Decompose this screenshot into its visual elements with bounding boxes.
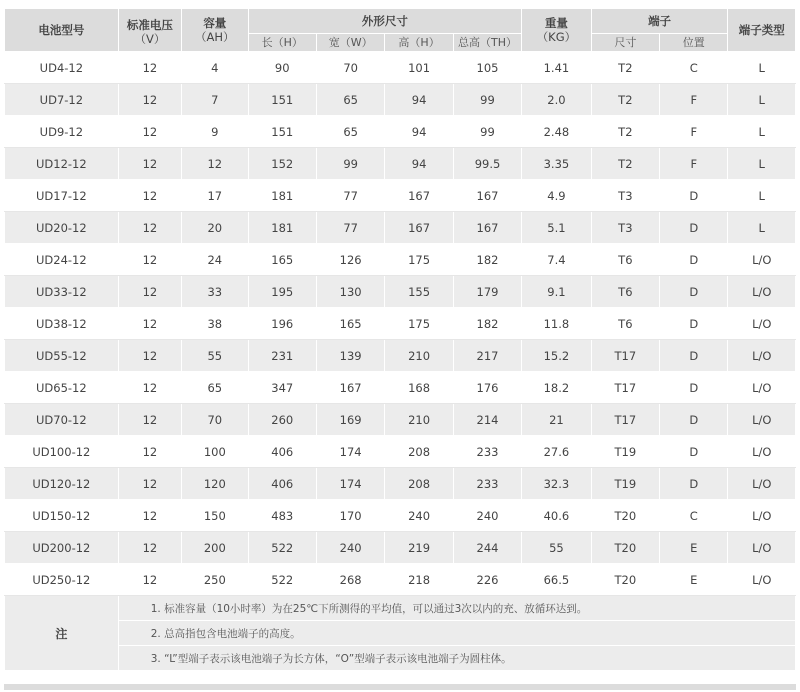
table-row	[5, 532, 796, 564]
cell-terminal-type: L/O	[728, 340, 796, 372]
table-row	[5, 180, 796, 212]
cell-width: 268	[316, 564, 384, 596]
cell-weight: 27.6	[522, 436, 591, 468]
cell-weight: 32.3	[522, 468, 591, 500]
header-terminal: 端子	[591, 9, 728, 34]
header-terminal-size: 尺寸	[591, 34, 659, 52]
cell-width: 70	[316, 52, 384, 84]
cell-total-height: 99	[453, 84, 521, 116]
cell-height: 240	[385, 500, 453, 532]
table-body	[5, 52, 796, 596]
cell-weight: 7.4	[522, 244, 591, 276]
cell-capacity: 17	[182, 180, 248, 212]
cell-height: 167	[385, 212, 453, 244]
header-height: 高（H）	[385, 34, 453, 52]
cell-terminal-size: T2	[591, 84, 659, 116]
cell-terminal-position: C	[660, 500, 728, 532]
cell-total-height: 176	[453, 372, 521, 404]
cell-voltage: 12	[118, 212, 181, 244]
cell-total-height: 233	[453, 436, 521, 468]
cell-terminal-position: F	[660, 84, 728, 116]
note-item: 3. “L”型端子表示该电池端子为长方体，“O”型端子表示该电池端子为圆柱体。	[118, 646, 795, 671]
cell-height: 175	[385, 308, 453, 340]
cell-length: 165	[248, 244, 316, 276]
cell-terminal-position: F	[660, 116, 728, 148]
cell-height: 208	[385, 436, 453, 468]
cell-total-height: 167	[453, 212, 521, 244]
cell-width: 77	[316, 180, 384, 212]
cell-width: 77	[316, 212, 384, 244]
notes-label: 注	[5, 596, 119, 671]
header-capacity	[182, 9, 248, 52]
cell-terminal-size: T3	[591, 180, 659, 212]
cell-voltage: 12	[118, 244, 181, 276]
cell-height: 168	[385, 372, 453, 404]
cell-terminal-size: T2	[591, 148, 659, 180]
cell-terminal-size: T2	[591, 116, 659, 148]
cell-terminal-position: C	[660, 52, 728, 84]
cell-model: UD65-12	[5, 372, 119, 404]
cell-total-height: 105	[453, 52, 521, 84]
cell-terminal-type: L/O	[728, 244, 796, 276]
cell-height: 94	[385, 148, 453, 180]
cell-terminal-position: D	[660, 340, 728, 372]
cell-capacity: 200	[182, 532, 248, 564]
cell-voltage: 12	[118, 308, 181, 340]
cell-height: 219	[385, 532, 453, 564]
cell-length: 522	[248, 564, 316, 596]
cell-weight: 40.6	[522, 500, 591, 532]
cell-capacity: 12	[182, 148, 248, 180]
cell-voltage: 12	[118, 84, 181, 116]
header-terminal-position: 位置	[660, 34, 728, 52]
table-row	[5, 148, 796, 180]
cell-width: 169	[316, 404, 384, 436]
cell-weight: 2.0	[522, 84, 591, 116]
cell-terminal-type: L	[728, 148, 796, 180]
cell-height: 94	[385, 84, 453, 116]
cell-total-height: 167	[453, 180, 521, 212]
cell-weight: 4.9	[522, 180, 591, 212]
cell-width: 174	[316, 468, 384, 500]
cell-model: UD33-12	[5, 276, 119, 308]
cell-model: UD9-12	[5, 116, 119, 148]
cell-terminal-position: E	[660, 564, 728, 596]
cell-model: UD250-12	[5, 564, 119, 596]
table-row	[5, 308, 796, 340]
cell-terminal-position: E	[660, 532, 728, 564]
cell-model: UD70-12	[5, 404, 119, 436]
cell-terminal-type: L/O	[728, 276, 796, 308]
cell-model: UD4-12	[5, 52, 119, 84]
cell-model: UD17-12	[5, 180, 119, 212]
cell-total-height: 182	[453, 244, 521, 276]
cell-total-height: 182	[453, 308, 521, 340]
cell-model: UD200-12	[5, 532, 119, 564]
header-dimensions: 外形尺寸	[248, 9, 522, 34]
notes-section	[5, 596, 796, 671]
table-row	[5, 116, 796, 148]
cell-length: 406	[248, 468, 316, 500]
cell-terminal-type: L/O	[728, 436, 796, 468]
cell-voltage: 12	[118, 148, 181, 180]
cell-length: 152	[248, 148, 316, 180]
cell-total-height: 233	[453, 468, 521, 500]
cell-model: UD55-12	[5, 340, 119, 372]
cell-model: UD100-12	[5, 436, 119, 468]
cell-model: UD120-12	[5, 468, 119, 500]
cell-voltage: 12	[118, 340, 181, 372]
cell-capacity: 20	[182, 212, 248, 244]
cell-length: 181	[248, 212, 316, 244]
cell-capacity: 7	[182, 84, 248, 116]
cell-terminal-position: D	[660, 180, 728, 212]
cell-model: UD7-12	[5, 84, 119, 116]
header-weight	[522, 9, 591, 52]
table-row	[5, 244, 796, 276]
note-item: 1. 标准容量（10小时率）为在25℃下所测得的平均值，可以通过3次以内的充、放循环达到。	[118, 596, 795, 621]
cell-model: UD150-12	[5, 500, 119, 532]
cell-height: 175	[385, 244, 453, 276]
cell-width: 130	[316, 276, 384, 308]
cell-terminal-size: T6	[591, 276, 659, 308]
cell-total-height: 214	[453, 404, 521, 436]
cell-terminal-position: D	[660, 276, 728, 308]
cell-capacity: 9	[182, 116, 248, 148]
cell-length: 181	[248, 180, 316, 212]
cell-terminal-size: T2	[591, 52, 659, 84]
table-row	[5, 564, 796, 596]
cell-weight: 1.41	[522, 52, 591, 84]
cell-voltage: 12	[118, 180, 181, 212]
cell-total-height: 244	[453, 532, 521, 564]
header-total-height: 总高（TH）	[453, 34, 521, 52]
cell-capacity: 250	[182, 564, 248, 596]
cell-terminal-type: L	[728, 116, 796, 148]
table-row	[5, 404, 796, 436]
spec-table-container	[4, 8, 796, 671]
cell-total-height: 240	[453, 500, 521, 532]
cell-terminal-type: L/O	[728, 468, 796, 500]
header-voltage-unit: （V）	[134, 32, 166, 46]
cell-terminal-size: T3	[591, 212, 659, 244]
cell-terminal-position: D	[660, 212, 728, 244]
cell-terminal-type: L	[728, 212, 796, 244]
table-row	[5, 340, 796, 372]
cell-voltage: 12	[118, 564, 181, 596]
cell-height: 210	[385, 340, 453, 372]
cell-terminal-position: D	[660, 372, 728, 404]
cell-model: UD12-12	[5, 148, 119, 180]
cell-model: UD38-12	[5, 308, 119, 340]
table-row	[5, 212, 796, 244]
cell-terminal-type: L/O	[728, 372, 796, 404]
cell-voltage: 12	[118, 500, 181, 532]
cell-terminal-position: F	[660, 148, 728, 180]
cell-terminal-type: L/O	[728, 500, 796, 532]
header-width: 宽（W）	[316, 34, 384, 52]
table-row	[5, 436, 796, 468]
cell-length: 406	[248, 436, 316, 468]
cell-length: 522	[248, 532, 316, 564]
cell-length: 260	[248, 404, 316, 436]
cell-total-height: 179	[453, 276, 521, 308]
cell-width: 174	[316, 436, 384, 468]
cell-width: 167	[316, 372, 384, 404]
table-row	[5, 52, 796, 84]
cell-terminal-type: L/O	[728, 308, 796, 340]
cell-capacity: 70	[182, 404, 248, 436]
header-capacity-unit: （AH）	[195, 30, 235, 44]
cell-width: 170	[316, 500, 384, 532]
cell-terminal-size: T6	[591, 244, 659, 276]
cell-terminal-size: T20	[591, 532, 659, 564]
cell-capacity: 120	[182, 468, 248, 500]
table-row	[5, 276, 796, 308]
cell-total-height: 217	[453, 340, 521, 372]
cell-voltage: 12	[118, 116, 181, 148]
cell-capacity: 100	[182, 436, 248, 468]
cell-voltage: 12	[118, 372, 181, 404]
cell-width: 165	[316, 308, 384, 340]
cell-terminal-size: T20	[591, 564, 659, 596]
cell-terminal-size: T6	[591, 308, 659, 340]
cell-width: 65	[316, 116, 384, 148]
cell-voltage: 12	[118, 468, 181, 500]
cell-weight: 18.2	[522, 372, 591, 404]
header-weight-unit: （KG）	[536, 30, 577, 44]
cell-terminal-type: L/O	[728, 564, 796, 596]
cell-length: 196	[248, 308, 316, 340]
cell-terminal-size: T17	[591, 404, 659, 436]
cell-total-height: 226	[453, 564, 521, 596]
cell-terminal-size: T19	[591, 436, 659, 468]
header-weight-label: 重量	[544, 16, 568, 30]
cell-voltage: 12	[118, 436, 181, 468]
cell-height: 218	[385, 564, 453, 596]
cell-height: 94	[385, 116, 453, 148]
table-header	[5, 9, 796, 52]
cell-terminal-type: L	[728, 180, 796, 212]
cell-weight: 15.2	[522, 340, 591, 372]
cell-weight: 2.48	[522, 116, 591, 148]
cell-height: 167	[385, 180, 453, 212]
cell-terminal-position: D	[660, 308, 728, 340]
cell-voltage: 12	[118, 276, 181, 308]
cell-capacity: 33	[182, 276, 248, 308]
header-voltage	[118, 9, 181, 52]
cell-length: 231	[248, 340, 316, 372]
cell-total-height: 99.5	[453, 148, 521, 180]
header-terminal-type: 端子类型	[728, 9, 796, 52]
cell-height: 101	[385, 52, 453, 84]
cell-voltage: 12	[118, 532, 181, 564]
table-row	[5, 468, 796, 500]
cell-width: 240	[316, 532, 384, 564]
table-row	[5, 500, 796, 532]
cell-terminal-type: L/O	[728, 532, 796, 564]
cell-terminal-type: L	[728, 52, 796, 84]
cell-terminal-position: D	[660, 404, 728, 436]
cell-length: 90	[248, 52, 316, 84]
header-length: 长（H）	[248, 34, 316, 52]
cell-terminal-position: D	[660, 436, 728, 468]
cell-voltage: 12	[118, 52, 181, 84]
battery-spec-table	[4, 8, 796, 671]
cell-width: 65	[316, 84, 384, 116]
cell-weight: 9.1	[522, 276, 591, 308]
header-model: 电池型号	[5, 9, 119, 52]
cell-height: 155	[385, 276, 453, 308]
cell-width: 126	[316, 244, 384, 276]
cell-terminal-position: D	[660, 468, 728, 500]
cell-terminal-size: T17	[591, 372, 659, 404]
cell-length: 151	[248, 84, 316, 116]
cell-terminal-size: T17	[591, 340, 659, 372]
cell-terminal-type: L/O	[728, 404, 796, 436]
cell-height: 208	[385, 468, 453, 500]
cell-height: 210	[385, 404, 453, 436]
header-capacity-label: 容量	[203, 16, 227, 30]
cell-total-height: 99	[453, 116, 521, 148]
cell-weight: 5.1	[522, 212, 591, 244]
cell-length: 195	[248, 276, 316, 308]
cell-weight: 55	[522, 532, 591, 564]
cell-terminal-size: T20	[591, 500, 659, 532]
cell-weight: 3.35	[522, 148, 591, 180]
cell-weight: 11.8	[522, 308, 591, 340]
table-row	[5, 84, 796, 116]
cell-capacity: 38	[182, 308, 248, 340]
cell-width: 139	[316, 340, 384, 372]
cell-capacity: 65	[182, 372, 248, 404]
cell-capacity: 150	[182, 500, 248, 532]
bottom-divider	[4, 684, 796, 690]
cell-voltage: 12	[118, 404, 181, 436]
cell-width: 99	[316, 148, 384, 180]
header-voltage-label: 标准电压	[126, 18, 173, 32]
cell-terminal-size: T19	[591, 468, 659, 500]
note-item: 2. 总高指包含电池端子的高度。	[118, 621, 795, 646]
cell-capacity: 24	[182, 244, 248, 276]
cell-length: 483	[248, 500, 316, 532]
table-row	[5, 372, 796, 404]
cell-terminal-position: D	[660, 244, 728, 276]
cell-capacity: 55	[182, 340, 248, 372]
cell-weight: 66.5	[522, 564, 591, 596]
cell-terminal-type: L	[728, 84, 796, 116]
cell-model: UD24-12	[5, 244, 119, 276]
cell-capacity: 4	[182, 52, 248, 84]
cell-length: 347	[248, 372, 316, 404]
cell-length: 151	[248, 116, 316, 148]
cell-model: UD20-12	[5, 212, 119, 244]
cell-weight: 21	[522, 404, 591, 436]
